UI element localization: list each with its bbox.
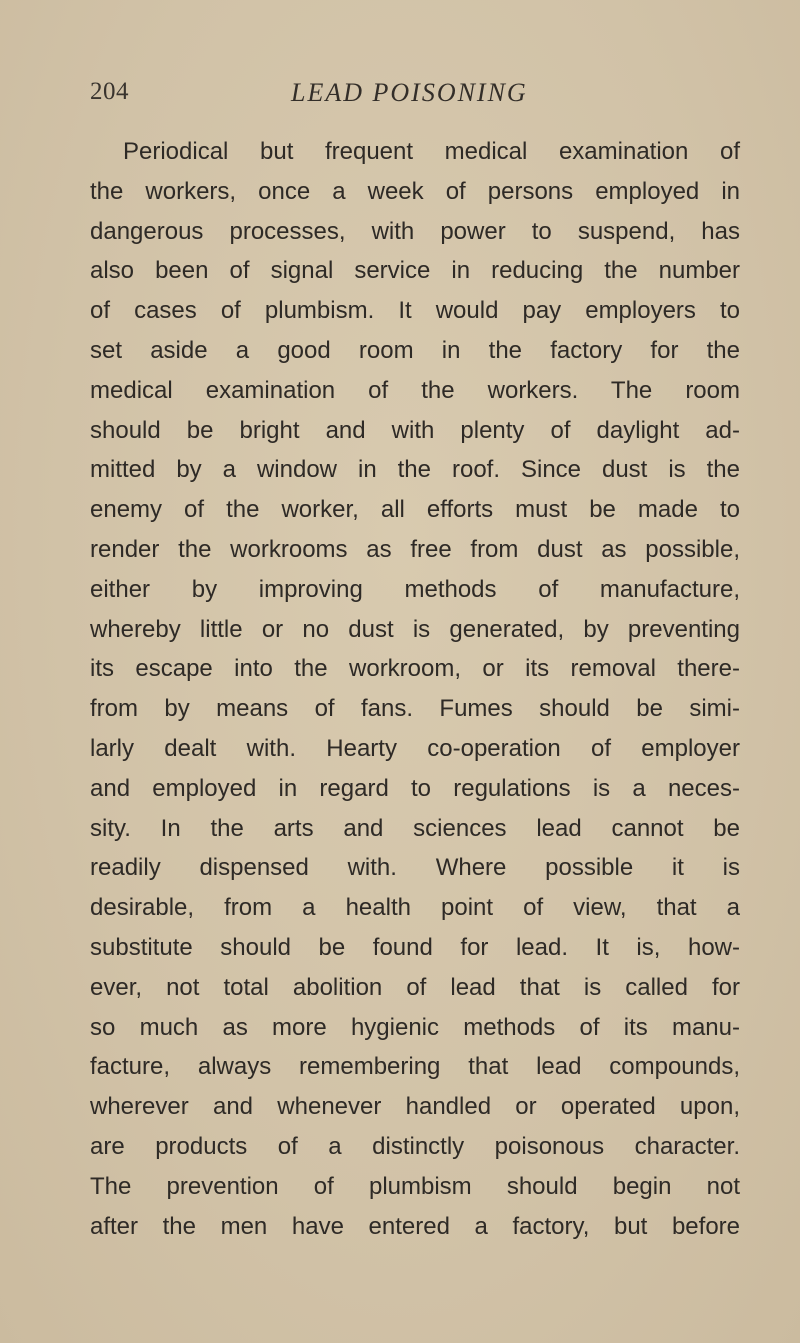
text-line: mitted by a window in the roof. Since dust is the (90, 456, 740, 484)
running-head (90, 78, 730, 122)
body-paragraph (90, 132, 740, 1246)
text-line: The prevention of plumbism should begin not (90, 1172, 740, 1200)
text-line: facture, always remembering that lead compounds, (90, 1053, 740, 1081)
text-line: sity. In the arts and sciences lead cannot be (90, 814, 740, 842)
text-line: and employed in regard to regulations is a neces- (90, 774, 740, 802)
text-line: medical examination of the workers. The room (90, 376, 740, 404)
text-line: readily dispensed with. Where possible it is (90, 854, 740, 882)
text-line: ever, not total abolition of lead that is called for (90, 973, 740, 1001)
text-line: its escape into the workroom, or its removal there- (90, 655, 740, 683)
running-title: LEAD POISONING (291, 78, 528, 107)
text-line: the workers, once a week of persons employed in (90, 177, 740, 205)
text-line: whereby little or no dust is generated, by preventing (90, 615, 740, 643)
text-line: Periodical but frequent medical examination of (123, 138, 740, 165)
text-line: render the workrooms as free from dust as possible, (90, 535, 740, 563)
text-line: larly dealt with. Hearty co-operation of employer (90, 734, 740, 762)
text-line: also been of signal service in reducing the number (90, 257, 740, 285)
text-line: so much as more hygienic methods of its manu- (90, 1013, 740, 1041)
page-number: 204 (90, 78, 129, 105)
text-line: desirable, from a health point of view, that a (90, 894, 740, 922)
text-line: are products of a distinctly poisonous character. (90, 1132, 740, 1160)
text-line: dangerous processes, with power to suspend, has (90, 217, 740, 245)
text-line: after the men have entered a factory, but before (90, 1212, 740, 1240)
text-line: set aside a good room in the factory for the (90, 336, 740, 364)
text-line: substitute should be found for lead. It is, how- (90, 933, 740, 961)
text-line: of cases of plumbism. It would pay employers to (90, 297, 740, 325)
text-line: enemy of the worker, all efforts must be made to (90, 496, 740, 524)
text-line: from by means of fans. Fumes should be simi- (90, 695, 740, 723)
text-line: either by improving methods of manufacture, (90, 575, 740, 603)
text-line: should be bright and with plenty of daylight ad- (90, 416, 740, 444)
text-line: wherever and whenever handled or operated upon, (90, 1093, 740, 1121)
